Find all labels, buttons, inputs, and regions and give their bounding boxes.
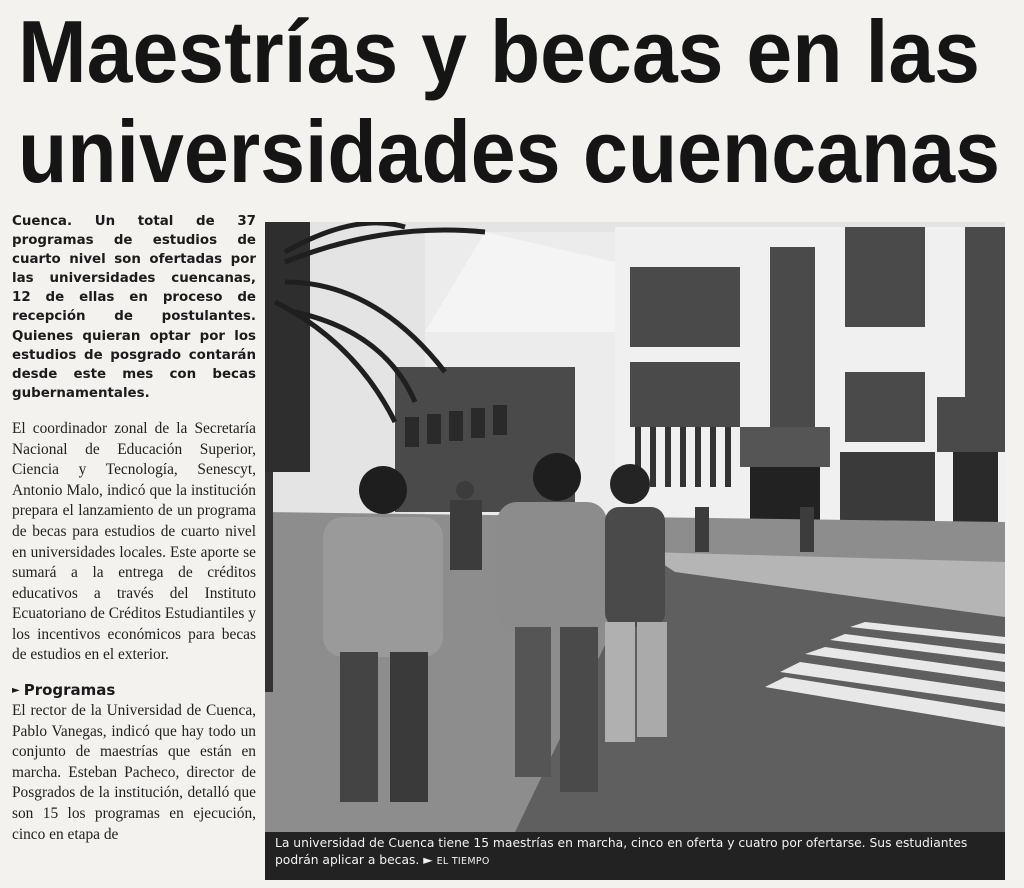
article-paragraph: El rector de la Universidad de Cuenca, Pablo Vanegas, indicó que hay todo un conjunto de maestrías que están en marcha. Esteban Pacheco, director de Posgrados de la institución, detalló que son 15 los programas en ejecución, cinco en etapa de: [12, 702, 256, 843]
article-paragraph: El coordinador zonal de la Secretaría Nacional de Educación Superior, Ciencia y Tecnología, Senescyt, Antonio Malo, indicó que la institución prepara el lanzamiento de un programa de becas para estudios de cuarto nivel en universidades locales. Este aporte se sumará a la entrega de créditos educativos a través del Instituto Ecuatoriano de Créditos Estudiantiles y los incentivos económicos para becas de estudios en el exterior.: [12, 419, 256, 664]
headline-line-1: Maestrías y becas en las: [18, 2, 980, 101]
arrow-icon: ►: [423, 853, 433, 867]
subheading: [12, 680, 256, 701]
faculty-sign: [840, 452, 935, 522]
article-photo: [265, 222, 1005, 832]
subheading-text: Programas: [23, 681, 116, 700]
photo-credit: EL TIEMPO: [436, 856, 490, 867]
arrow-icon: ►: [12, 685, 20, 697]
article-column: [12, 212, 256, 845]
headline: [14, 0, 1004, 200]
caption-text: La universidad de Cuenca tiene 15 maestrías en marcha, cinco en oferta y cuatro por ofertarse. Sus estudiantes podrán aplicar a becas.: [275, 836, 968, 867]
photo-caption: [265, 832, 1005, 880]
article-lead: Cuenca. Un total de 37 programas de estudios de cuarto nivel son ofertadas por las universidades cuencanas, 12 de ellas en proceso de recepción de postulantes. Quienes quieran optar por los estudios de posgrado contarán desde este mes con becas gubernamentales.: [12, 214, 256, 401]
headline-line-2: universidades cuencanas: [18, 102, 1000, 200]
